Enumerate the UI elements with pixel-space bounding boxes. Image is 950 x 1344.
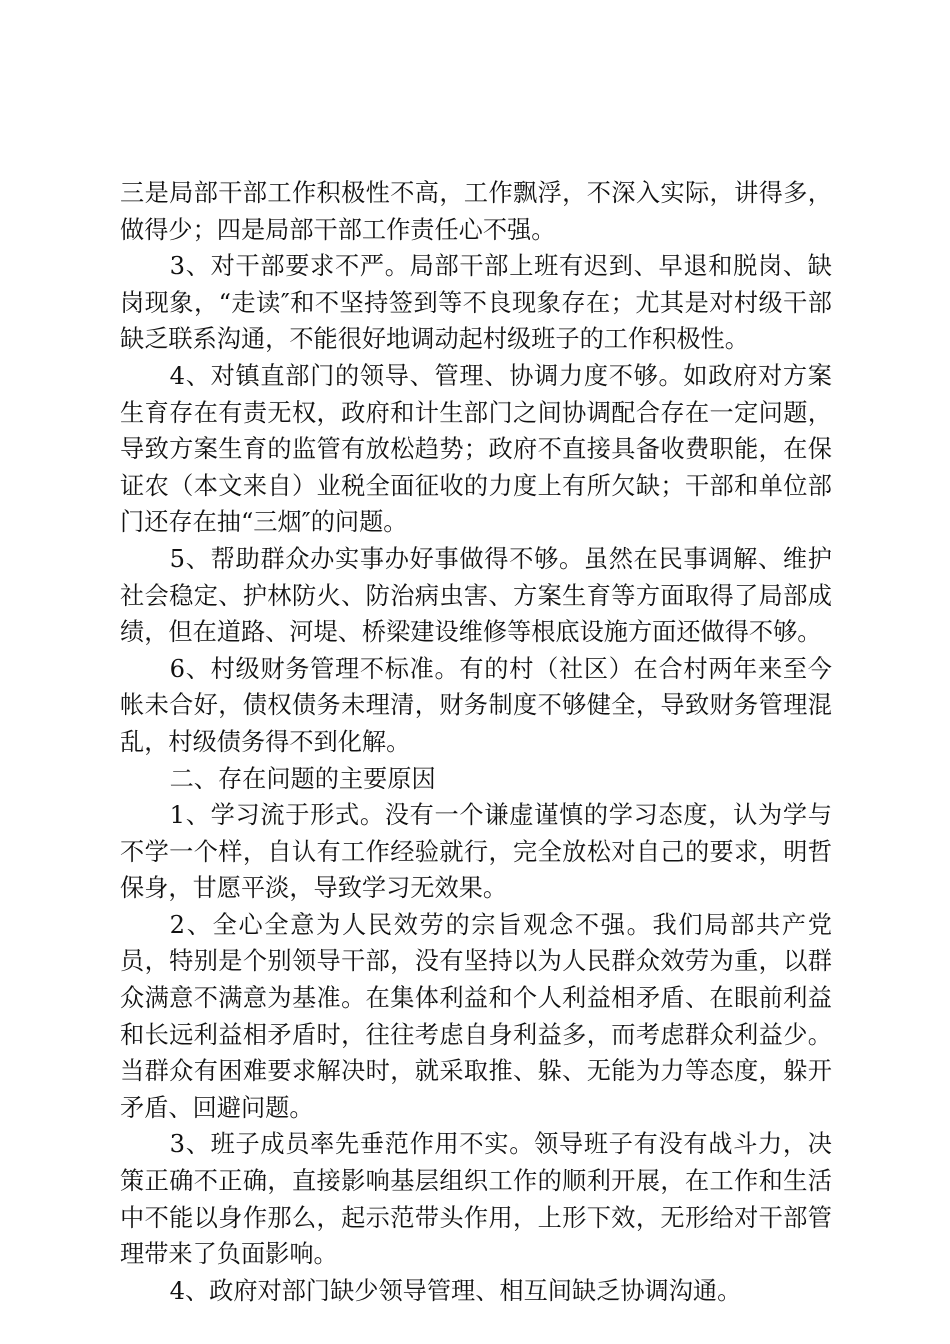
paragraph-reason-2: 2、全心全意为人民效劳的宗旨观念不强。我们局部共产党员，特别是个别领导干部，没有坚持以为人民群众效劳为重，以群众满意不满意为基准。在集体利益和个人利益相矛盾、在眼前利益和长远利益相矛盾时，往往考虑自身利益多，而考虑群众利益少。当群众有困难要求解决时，就采取推、躲、无能为力等态度，躲开矛盾、回避问题。	[120, 910, 832, 1122]
paragraph-item-5: 5、帮助群众办实事办好事做得不够。虽然在民事调解、维护社会稳定、护林防火、防治病虫害、方案生育等方面取得了局部成绩，但在道路、河堤、桥梁建设维修等根底设施方面还做得不够。	[120, 544, 832, 647]
document-body	[120, 175, 832, 1309]
paragraph-reason-3: 3、班子成员率先垂范作用不实。领导班子有没有战斗力，决策正确不正确，直接影响基层组织工作的顺利开展，在工作和生活中不能以身作那么，起示范带头作用，上形下效，无形给对干部管理带来了负面影响。	[120, 1130, 832, 1269]
paragraph-continuation: 三是局部干部工作积极性不高，工作飘浮，不深入实际，讲得多，做得少；四是局部干部工作责任心不强。	[120, 179, 832, 244]
paragraph-item-3: 3、对干部要求不严。局部干部上班有迟到、早退和脱岗、缺岗现象，“走读″和不坚持签到等不良现象存在；尤其是对村级干部缺乏联系沟通，不能很好地调动起村级班子的工作积极性。	[120, 252, 832, 354]
paragraph-reason-4: 4、政府对部门缺少领导管理、相互间缺乏协调沟通。	[169, 1276, 742, 1305]
paragraph-reason-1: 1、学习流于形式。没有一个谦虚谨慎的学习态度，认为学与不学一个样，自认有工作经验就行，完全放松对自己的要求，明哲保身，甘愿平淡，导致学习无效果。	[120, 801, 832, 903]
paragraph-item-6: 6、村级财务管理不标准。有的村（社区）在合村两年来至今帐未合好，债权债务未理清，财务制度不够健全，导致财务管理混乱，村级债务得不到化解。	[120, 654, 832, 756]
section-heading: 二、存在问题的主要原因	[169, 764, 436, 793]
paragraph-item-4: 4、对镇直部门的领导、管理、协调力度不够。如政府对方案生育存在有责无权，政府和计生部门之间协调配合存在一定问题，导致方案生育的监管有放松趋势；政府不直接具备收费职能，在保证农（本文来自）业税全面征收的力度上有所欠缺；干部和单位部门还存在抽“三烟″的问题。	[120, 361, 832, 537]
